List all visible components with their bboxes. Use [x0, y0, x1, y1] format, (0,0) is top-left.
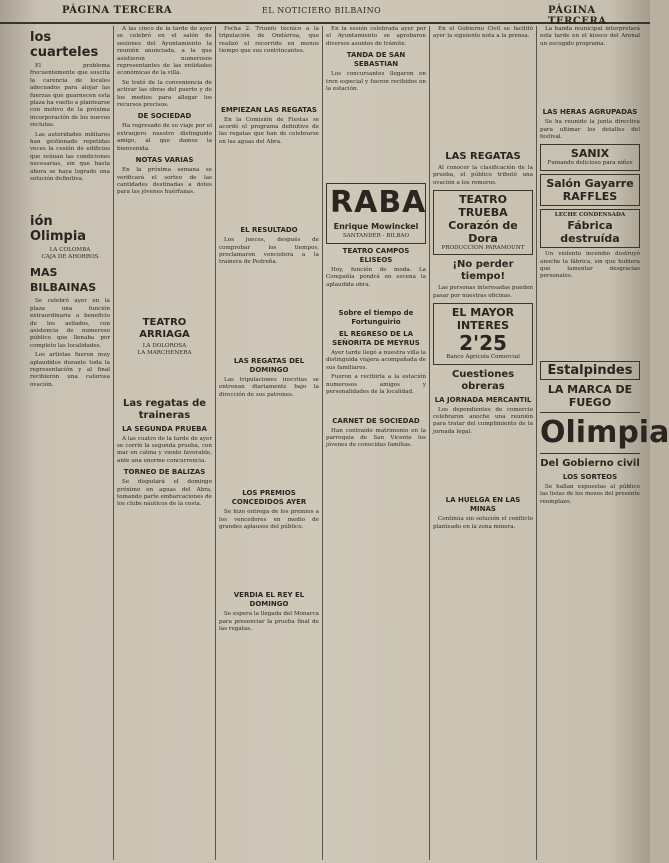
column-3 [219, 26, 319, 860]
article-text: Fueron a recibirla a la estación numerosos amigos y personalidades de la localidad. [326, 374, 426, 396]
section-heading: TORNEO DE BALIZAS [123, 468, 206, 477]
article-text: Ayer tarde llegó a nuestra villa la distinguida viajera acompañada de sus familiares. [326, 350, 426, 371]
section-heading: NOTAS VARIAS [135, 156, 194, 165]
section-heading: LOS PREMIOS CONCEDIDOS AYER [231, 489, 307, 507]
article-text: Las tripulaciones inscritas se entrenan diariamente bajo la dirección de sus patrones. [219, 376, 319, 398]
column-rule [113, 26, 114, 860]
column-4 [326, 26, 426, 860]
column-1 [30, 26, 110, 860]
ad-slogan: Fumando delicioso para niños [547, 160, 633, 167]
article-text: Hoy, función de moda. La Compañía pondrá en escena la aplaudida obra. [326, 266, 426, 288]
column-rule [322, 26, 323, 860]
headline-gobierno-civil: Del Gobierno civil [540, 457, 640, 469]
headline-teatro-arriaga: TEATRO ARRIAGA [139, 316, 190, 340]
headline-no-perder-tiempo: ¡No perder tiempo! [452, 259, 514, 283]
ad-title: RABA [330, 185, 427, 221]
article-text: Las autoridades militares han gestionado repetidas veces la cesión de edificios que reúnan las condiciones necesarias, sin que hasta ahora se haya logrado una solución definitiva. [30, 131, 110, 183]
article-text: Se espera la llegada del Monarca para presenciar la prueba final de las regatas. [219, 611, 319, 633]
ad-marca-de-fuego: LA MARCA DE FUEGO [547, 382, 633, 409]
article-text: En la sesión celebrada ayer por el Ayuntamiento se aprobaron diversos asuntos de trámite. [326, 26, 426, 47]
article-text: La banda municipal interpretará esta tarde en el kiosco del Arenal un escogido programa. [540, 26, 640, 47]
article-text: En la próxima semana se verificará el sorteo de las cantidades destinadas a dotes para las jóvenes huérfanas. [117, 167, 212, 196]
section-heading: TANDA DE SAN SEBASTIAN [346, 51, 406, 69]
column-5 [433, 26, 533, 860]
headline-regatas: LAS REGATAS [445, 150, 521, 162]
header-left: PÁGINA TERCERA [62, 5, 173, 16]
advertisement-teatro-trueba [433, 190, 533, 255]
column-2 [117, 26, 212, 860]
ad-title: TEATRO TRUEBA [458, 193, 508, 220]
page-header [0, 0, 650, 27]
section-heading: LA SEGUNDA PRUEBA [122, 424, 207, 433]
column-6 [540, 26, 669, 860]
article-text: Las personas interesadas pueden pasar por nuestras oficinas. [433, 285, 533, 299]
article-text: El problema frecuentemente que suscita la carencia de locales adecuados para alojar las fuerzas que guarnecen esta plaza ha vuelto a plantearse con motivo de la próxima incorporación de los nuevos reclutas. [30, 63, 110, 129]
ad-olimpia: Olimpia [540, 414, 669, 450]
subhead: LA COLOMBA [49, 246, 91, 253]
advertisement-estalpindes [540, 361, 640, 380]
headline-olimpia: ión Olimpia [30, 213, 87, 244]
article-text: Se ha reunido la junta directiva para ultimar los detalles del festival. [540, 119, 640, 141]
section-heading: EL REGRESO DE LA SEÑORITA DE MEYRUS [332, 330, 420, 348]
advertisement-salon-gayarre [540, 174, 640, 206]
header-masthead: EL NOTICIERO BILBAINO [262, 6, 382, 15]
article-text: Se hallan expuestas al público las listas de los mozos del presente reemplazo. [540, 483, 640, 505]
ad-title: Salón Gayarre [546, 176, 634, 190]
article-text: Los concursantes llegaron en tren especial y fueron recibidos en la estación. [326, 71, 426, 93]
play-title: LA MARCHENERA [137, 350, 192, 357]
headline-cuarteles: los cuarteles [30, 30, 99, 60]
subhead: CAJA DE AHORROS [41, 253, 99, 260]
article-text: Se disputará el domingo próximo en aguas del Abra, tomando parte embarcaciones de los clubs náuticos de la costa. [117, 479, 212, 508]
section-heading: LAS REGATAS DEL DOMINGO [233, 356, 305, 374]
section-heading: LA JORNADA MERCANTIL [434, 395, 532, 404]
ad-title: Estalpindes [547, 362, 633, 378]
ad-location: SANTANDER - BILBAO [342, 233, 410, 240]
ad-bank-name: Banco Agrícola Comercial [446, 354, 520, 361]
headline-bilbainas: MAS BILBAINAS [30, 266, 97, 295]
advertisement-leche [540, 209, 640, 248]
section-heading: LAS HERAS AGRUPADAS [542, 108, 638, 117]
article-text: Continúa sin solución el conflicto planteado en la zona minera. [433, 516, 533, 530]
section-heading: EMPIEZAN LAS REGATAS [221, 105, 317, 114]
article-text: A las cinco de la tarde de ayer se celebró en el salón de sesiones del Ayuntamiento la reunión anunciada, a la que asistieron numerosos representantes de las entidades económicas de la villa. [117, 26, 212, 77]
article-text: En el Gobierno Civil se facilitó ayer la siguiente nota a la prensa. [433, 26, 533, 40]
ad-rate: 2'25 [459, 331, 507, 356]
article-text: Al conocer la clasificación de la prueba, el público tributó una ovación a los remeros. [433, 164, 533, 186]
section-heading: Sobre el tiempo de Fortunguirio [338, 309, 414, 327]
header-right: PÁGINA TERCERA [548, 5, 607, 27]
divider [540, 453, 640, 454]
ad-title: SANIX [570, 147, 610, 161]
article-text: Han contraído matrimonio en la parroquia de San Vicente los jóvenes de conocidas familias. [326, 427, 426, 449]
play-title: LA DOLOROSA [142, 342, 187, 349]
article-text: Los artistas fueron muy aplaudidos durante toda la representación y al final recibieron una calurosa ovación. [30, 352, 110, 388]
advertisement-sanix [540, 144, 640, 170]
article-text: Los jueces, después de comprobar los tiempos, proclamaron vencedora a la trainera de Pedreña. [219, 237, 319, 266]
ad-producer: PRODUCCIÓN PARAMOUNT [441, 245, 525, 252]
headline-cuestiones-obreras: Cuestiones obreras [451, 368, 515, 392]
article-text: Se trató de la conveniencia de activar las obras del puerto y de los medios para allegar los recursos precisos. [117, 79, 212, 109]
column-rule [536, 26, 537, 860]
article-text: Se celebró ayer en la plaza una función extraordinaria a beneficio de los asilados, con asistencia de numeroso público que llenaba por completo las localidades. [30, 298, 110, 349]
article-text: A las cuatro de la tarde de ayer se corrió la segunda prueba, con mar en calma y viento favorable, ante una enorme concurrencia. [117, 435, 212, 464]
article-text: Un violento incendio destruyó anoche la fábrica, sin que hubiera que lamentar desgracias personales. [540, 251, 640, 280]
ad-title: EL MAYOR INTERES [451, 306, 515, 333]
section-heading: CARNET DE SOCIEDAD [332, 416, 420, 425]
article-text: Los dependientes de comercio celebraron anoche una reunión para tratar del cumplimiento de la jornada legal. [433, 406, 533, 435]
ad-headline: Fábrica destruída [560, 219, 620, 246]
advertisement-banco [433, 303, 533, 364]
column-rule [215, 26, 216, 860]
section-heading: LOS SORTEOS [562, 472, 618, 481]
article-text: Se hizo entrega de los premios a los vencedores en medio de grandes aplausos del público. [219, 509, 319, 530]
section-heading: TEATRO CAMPOS ELISEOS [342, 246, 410, 264]
section-heading: DE SOCIEDAD [137, 112, 192, 121]
ad-film-title: RAFFLES [562, 189, 618, 203]
advertisement-raba [326, 183, 426, 243]
article-text: Ha regresado de su viaje por el extranjero nuestro distinguido amigo, al que damos la bienvenida. [117, 123, 212, 152]
headline-regatas-traineras: Las regatas de traineras [122, 397, 207, 421]
section-heading: EL RESULTADO [240, 226, 298, 235]
ad-title: LECHE CONDENSADA [554, 211, 626, 218]
section-heading: VERDIA EL REY EL DOMINGO [233, 591, 305, 609]
divider [540, 412, 640, 413]
article-text: Fecha 2. Triunfo técnico a la tripulación de Ondárroa, que realizó el recorrido en menos tiempo que sus contrincantes. [219, 26, 319, 55]
article-text: En la Comisión de Fiestas se acordó el programa definitivo de las regatas que han de celebrarse en las aguas del Abra. [219, 116, 319, 145]
column-rule [429, 26, 430, 860]
ad-film-title: Corazón de Dora [448, 219, 518, 246]
ad-name: Enrique Mowinckel [333, 222, 419, 232]
section-heading: LA HUELGA EN LAS MINAS [445, 496, 521, 514]
